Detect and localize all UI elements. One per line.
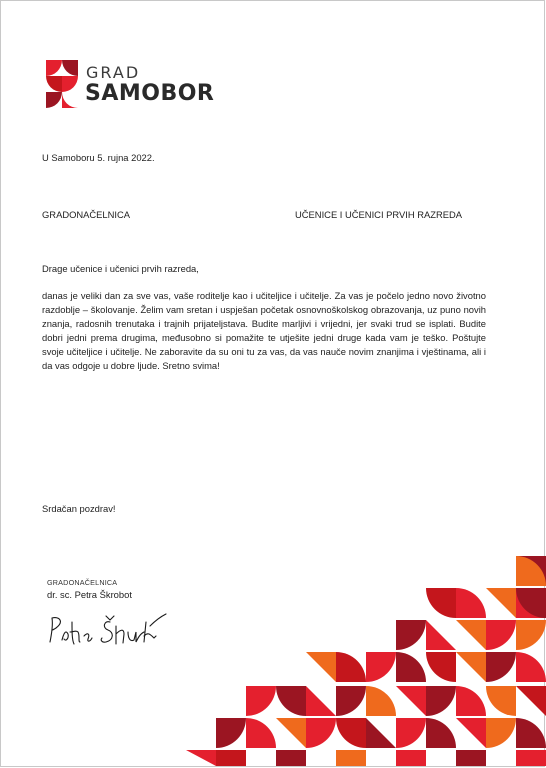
letter-recipient: UČENICE I UČENICI PRVIH RAZREDA: [295, 209, 463, 220]
signature-title: GRADONAČELNICA: [47, 578, 118, 587]
grad-samobor-logo: [44, 58, 214, 110]
handwritten-signature: [44, 612, 170, 650]
letter-body: danas je veliki dan za sve vas, vaše roditelje kao i učiteljice i učitelje. Za vas je počelo jedno novo životno razdoblje – školovanje. Želim vam sretan i uspješan početak osnovnoškolskog obrazovanja, uz puno novih znanja, radosnih trenutaka i trajnih prijateljstava. Budite marljivi i vrijedni, jer svaki trud se isplati. Budite dobri jedni prema drugima, međusobno si pomažite te utješite jedni druge kada vam je teško. Poštujte svoje učiteljice i učitelje. Ne zaboravite da su oni tu za vas, da vas nauče novim znanjima i vještinama, ali i da vas odgoje u dobre ljude. Sretno svima!: [42, 290, 486, 371]
signature-name: dr. sc. Petra Škrobot: [47, 589, 132, 600]
logo-samobor-text: SAMOBOR: [85, 81, 215, 106]
letter-sender: GRADONAČELNICA: [42, 209, 131, 220]
letter-date: U Samoboru 5. rujna 2022.: [42, 152, 155, 163]
letter-closing: Srdačan pozdrav!: [42, 503, 116, 514]
logo-mark-icon: [44, 58, 80, 110]
letter-greeting: Drage učenice i učenici prvih razreda,: [42, 263, 199, 274]
logo-grad-text: GRAD: [86, 63, 141, 82]
